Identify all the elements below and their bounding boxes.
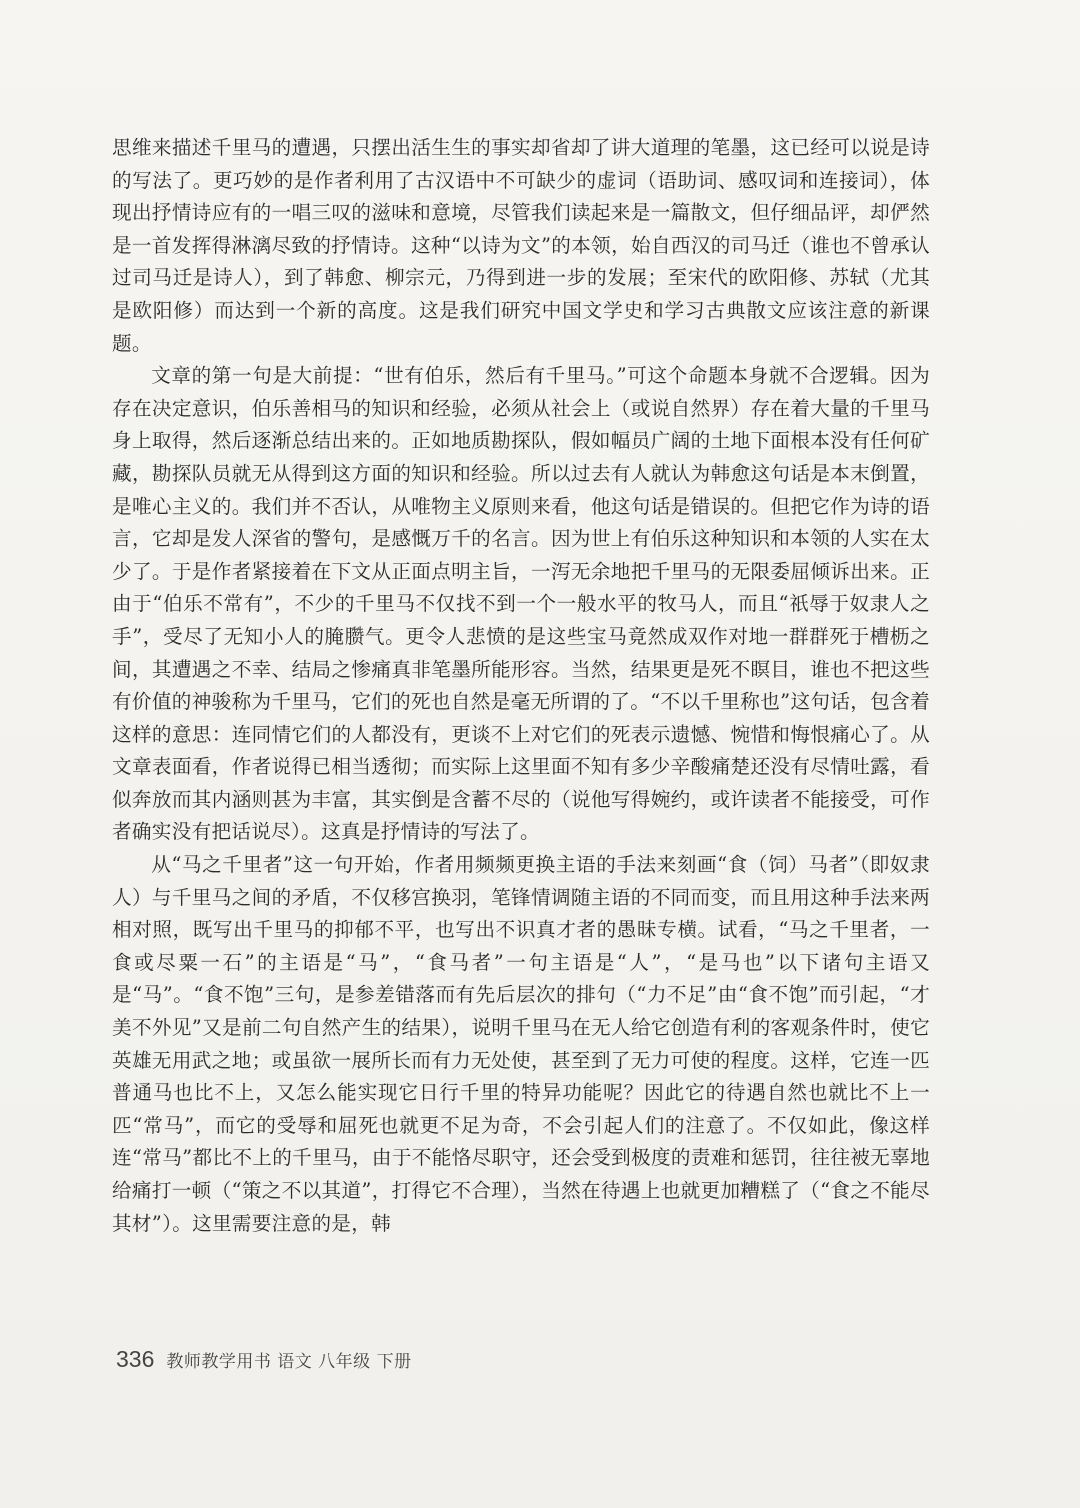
body-text (112, 132, 930, 1240)
page-footer (116, 1346, 412, 1373)
paragraph-continued: 思维来描述千里马的遭遇，只摆出活生生的事实却省却了讲大道理的笔墨，这已经可以说是诗的写法了。更巧妙的是作者利用了古汉语中不可缺少的虚词（语助词、感叹词和连接词），体现出抒情诗应有的一唱三叹的滋味和意境，尽管我们读起来是一篇散文，但仔细品评，却俨然是一首发挥得淋漓尽致的抒情诗。这种“以诗为文”的本领，始自西汉的司马迁（谁也不曾承认过司马迁是诗人），到了韩愈、柳宗元，乃得到进一步的发展；至宋代的欧阳修、苏轼（尤其是欧阳修）而达到一个新的高度。这是我们研究中国文学史和学习古典散文应该注意的新课题。 (112, 136, 930, 355)
book-title: 教师教学用书 语文 八年级 下册 (166, 1352, 412, 1372)
paragraph: 从“马之千里者”这一句开始，作者用频频更换主语的手法来刻画“食（饲）马者”（即奴隶人）与千里马之间的矛盾，不仅移宫换羽，笔锋情调随主语的不同而变，而且用这种手法来两相对照，既写出千里马的抑郁不平，也写出不识真才者的愚昧专横。试看，“马之千里者，一食或尽粟一石”的主语是“马”，“食马者”一句主语是“人”，“是马也”以下诸句主语又是“马”。“食不饱”三句，是参差错落而有先后层次的排句（“力不足”由“食不饱”而引起，“才美不外见”又是前二句自然产生的结果），说明千里马在无人给它创造有利的客观条件时，使它英雄无用武之地；或虽欲一展所长而有力无处使，甚至到了无力可使的程度。这样，它连一匹普通马也比不上，又怎么能实现它日行千里的特异功能呢？因此它的待遇自然也就比不上一匹“常马”，而它的受辱和屈死也就更不足为奇，不会引起人们的注意了。不仅如此，像这样连“常马”都比不上的千里马，由于不能恪尽职守，还会受到极度的责难和惩罚，往往被无辜地给痛打一顿（“策之不以其道”，打得它不合理），当然在待遇上也就更加糟糕了（“食之不能尽其材”）。这里需要注意的是，韩 (112, 853, 930, 1235)
page-number: 336 (116, 1346, 155, 1372)
paragraph: 文章的第一句是大前提：“世有伯乐，然后有千里马。”可这个命题本身就不合逻辑。因为存在决定意识，伯乐善相马的知识和经验，必须从社会上（或说自然界）存在着大量的千里马身上取得，然后逐渐总结出来的。正如地质勘探队，假如幅员广阔的土地下面根本没有任何矿藏，勘探队员就无从得到这方面的知识和经验。所以过去有人就认为韩愈这句话是本末倒置，是唯心主义的。我们并不否认，从唯物主义原则来看，他这句话是错误的。但把它作为诗的语言，它却是发人深省的警句，是感慨万千的名言。因为世上有伯乐这种知识和本领的人实在太少了。于是作者紧接着在下文从正面点明主旨，一泻无余地把千里马的无限委屈倾诉出来。正由于“伯乐不常有”，不少的千里马不仅找不到一个一般水平的牧马人，而且“祇辱于奴隶人之手”，受尽了无知小人的腌臜气。更令人悲愤的是这些宝马竟然成双作对地一群群死于槽枥之间，其遭遇之不幸、结局之惨痛真非笔墨所能形容。当然，结果更是死不瞑目，谁也不把这些有价值的神骏称为千里马，它们的死也自然是毫无所谓的了。“不以千里称也”这句话，包含着这样的意思：连同情它们的人都没有，更谈不上对它们的死表示遗憾、惋惜和悔恨痛心了。从文章表面看，作者说得已相当透彻；而实际上这里面不知有多少辛酸痛楚还没有尽情吐露，看似奔放而其内涵则甚为丰富，其实倒是含蓄不尽的（说他写得婉约，或许读者不能接受，可作者确实没有把话说尽）。这真是抒情诗的写法了。 (112, 364, 930, 844)
